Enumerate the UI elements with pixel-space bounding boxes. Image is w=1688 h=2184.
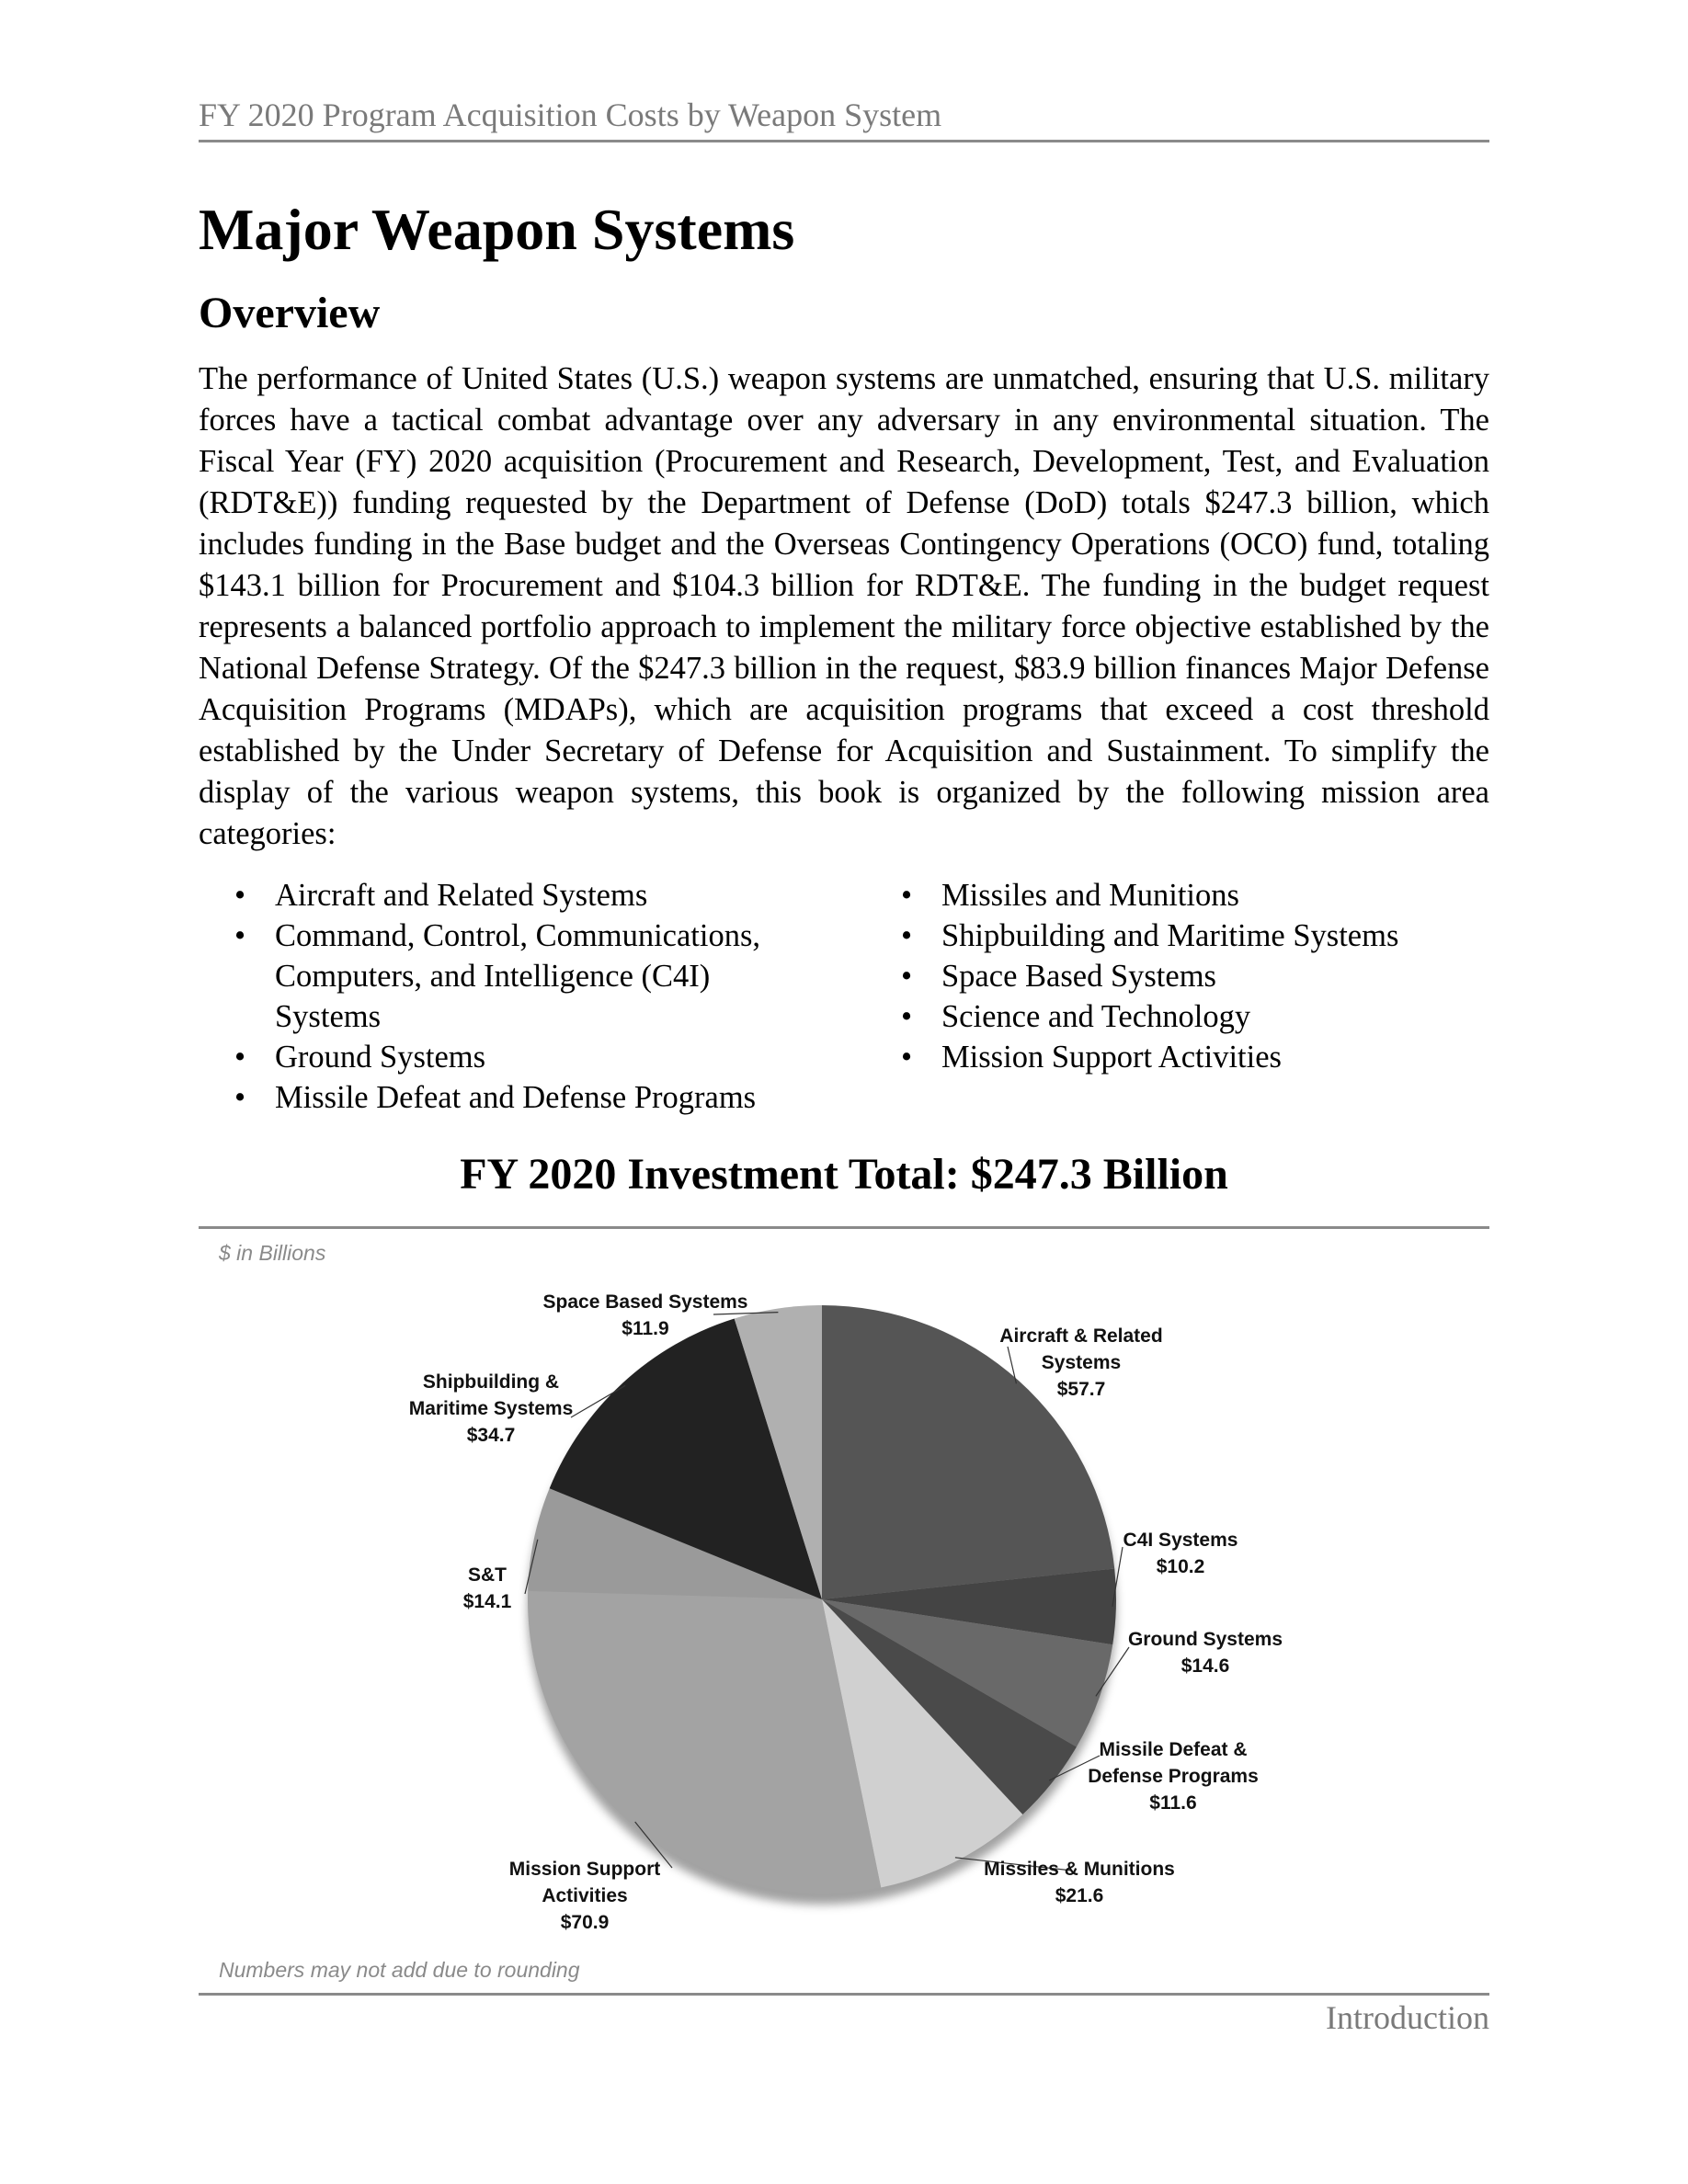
bullet-icon: • <box>234 1080 246 1115</box>
bullet-icon: • <box>234 1040 246 1075</box>
slice-name: Missile Defeat & <box>1099 1739 1248 1760</box>
list-item-text: Ground Systems <box>275 1040 486 1075</box>
slice-name: Activities <box>542 1885 628 1906</box>
page-title: Major Weapon Systems <box>199 197 795 262</box>
pie-slices <box>528 1305 1116 1894</box>
slice-label <box>509 1859 661 1933</box>
chart-top-divider <box>199 1226 1489 1229</box>
slice-value: $11.9 <box>622 1318 669 1339</box>
list-item <box>893 956 1481 996</box>
document-page <box>199 0 1489 2184</box>
slice-value: $14.6 <box>1180 1655 1230 1677</box>
chart-bottom-divider <box>199 1993 1489 1996</box>
list-item <box>893 875 1481 916</box>
list-item <box>893 916 1481 956</box>
slice-label <box>984 1859 1175 1906</box>
list-item <box>226 916 815 1037</box>
slice-label <box>1123 1530 1238 1577</box>
units-note: $ in Billions <box>219 1241 326 1265</box>
slice-name: S&T <box>468 1564 507 1586</box>
bullet-icon: • <box>900 918 913 953</box>
list-item-text: Command, Control, Communications, Computers, and Intelligence (C4I) Systems <box>275 918 761 1034</box>
slice-name: Maritime Systems <box>408 1398 574 1419</box>
list-item <box>893 1037 1481 1077</box>
list-item-text: Shipbuilding and Maritime Systems <box>941 918 1399 953</box>
list-item-text: Missiles and Munitions <box>941 878 1239 913</box>
slice-name: Ground Systems <box>1127 1629 1283 1650</box>
section-heading: Overview <box>199 289 381 337</box>
chart-title: FY 2020 Investment Total: $247.3 Billion <box>460 1150 1228 1199</box>
pie-slice <box>528 1591 881 1894</box>
bullet-icon: • <box>234 878 246 913</box>
slice-name: Shipbuilding & <box>422 1371 560 1393</box>
slice-label <box>409 1371 574 1446</box>
slice-name: Mission Support <box>508 1859 661 1880</box>
slice-name: Space Based Systems <box>542 1291 748 1313</box>
bullet-icon: • <box>900 999 913 1034</box>
overview-paragraph: The performance of United States (U.S.) weapon systems are unmatched, ensuring that U.S. military forces have a tactical combat advantage over any adversary in any environmental situation. The Fiscal Year (FY) 2020 acquisition (Procurement and Research, Development, Test, and Evaluation (RDT&E)) funding requested by the Department of Defense (DoD) totals $247.3 billion, which includes funding in the Base budget and the Overseas Contingency Operations (OCO) fund, totaling $143.1 billion for Procurement and $104.3 billion for RDT&E. The funding in the budget request represents a balanced portfolio approach to implement the military force objective established by the National Defense Strategy. Of the $247.3 billion in the request, $83.9 billion finances Major Defense Acquisition Programs (MDAPs), which are acquisition programs that exceed a cost threshold established by the Under Secretary of Defense for Acquisition and Sustainment. To simplify the display of the various weapon systems, this book is organized by the following mission area categories: <box>199 361 1489 851</box>
slice-label <box>463 1564 512 1612</box>
header-divider <box>199 140 1489 142</box>
list-item <box>226 875 815 916</box>
slice-name: Aircraft & Related <box>999 1325 1163 1347</box>
slice-name: Defense Programs <box>1088 1766 1259 1787</box>
slice-name: C4I Systems <box>1123 1530 1238 1551</box>
list-item <box>893 996 1481 1037</box>
slice-name: Systems <box>1041 1352 1122 1373</box>
slice-value: $34.7 <box>466 1425 516 1446</box>
slice-value: $70.9 <box>560 1912 610 1933</box>
running-footer: Introduction <box>1326 1999 1489 2036</box>
list-item-text: Mission Support Activities <box>941 1040 1282 1075</box>
bullet-icon: • <box>900 959 913 994</box>
slice-value: $11.6 <box>1149 1792 1197 1814</box>
investment-pie-chart <box>199 1232 1489 1958</box>
slice-name: Missiles & Munitions <box>984 1859 1175 1880</box>
list-item-text: Space Based Systems <box>941 959 1216 994</box>
slice-value: $14.1 <box>462 1591 512 1612</box>
running-header: FY 2020 Program Acquisition Costs by Weapon System <box>199 97 942 133</box>
category-list-left <box>226 875 815 1118</box>
list-item-text: Missile Defeat and Defense Programs <box>275 1080 757 1115</box>
list-item-text: Science and Technology <box>941 999 1251 1034</box>
slice-value: $57.7 <box>1056 1379 1106 1400</box>
bullet-icon: • <box>234 918 246 953</box>
slice-value: $21.6 <box>1055 1885 1104 1906</box>
category-list-right <box>893 875 1481 1077</box>
list-item-text: Aircraft and Related Systems <box>275 878 648 913</box>
slice-label <box>1088 1739 1259 1814</box>
pie-slice <box>822 1305 1114 1599</box>
slice-value: $10.2 <box>1156 1556 1205 1577</box>
bullet-icon: • <box>900 878 913 913</box>
slice-label <box>1128 1629 1283 1677</box>
bullet-icon: • <box>900 1040 913 1075</box>
list-item <box>226 1037 815 1077</box>
rounding-footnote: Numbers may not add due to rounding <box>219 1958 580 1982</box>
list-item <box>226 1077 815 1118</box>
